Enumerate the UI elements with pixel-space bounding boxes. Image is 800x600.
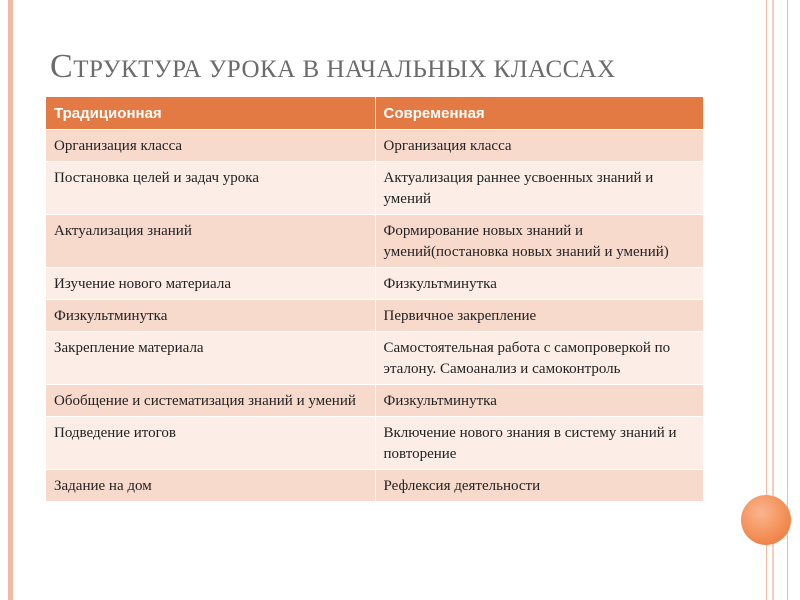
cell-traditional: Задание на дом xyxy=(46,470,375,502)
cell-modern: Первичное закрепление xyxy=(375,300,703,332)
cell-modern: Физкультминутка xyxy=(375,268,703,300)
lesson-structure-table xyxy=(46,97,704,501)
table-row xyxy=(46,215,703,268)
table-row xyxy=(46,300,703,332)
table-header-row xyxy=(46,97,703,130)
cell-traditional: Закрепление материала xyxy=(46,332,375,385)
table-row xyxy=(46,385,703,417)
header-modern: Современная xyxy=(375,97,703,130)
table-row xyxy=(46,332,703,385)
decorative-orange-circle xyxy=(741,495,791,545)
cell-traditional: Обобщение и систематизация знаний и умений xyxy=(46,385,375,417)
cell-modern: Включение нового знания в систему знаний и повторение xyxy=(375,417,703,470)
title-rest: ТРУКТУРА УРОКА В НАЧАЛЬНЫХ КЛАССАХ xyxy=(73,56,616,83)
cell-traditional: Организация класса xyxy=(46,130,375,162)
cell-modern: Актуализация раннее усвоенных знаний и умений xyxy=(375,162,703,215)
slide-frame-left xyxy=(8,0,13,600)
header-traditional: Традиционная xyxy=(46,97,375,130)
table-row xyxy=(46,470,703,502)
cell-traditional: Изучение нового материала xyxy=(46,268,375,300)
cell-modern: Физкультминутка xyxy=(375,385,703,417)
slide-title xyxy=(50,48,616,86)
cell-modern: Самостоятельная работа с самопроверкой по эталону. Самоанализ и самоконтроль xyxy=(375,332,703,385)
cell-modern: Формирование новых знаний и умений(постановка новых знаний и умений) xyxy=(375,215,703,268)
table-row xyxy=(46,130,703,162)
cell-traditional: Подведение итогов xyxy=(46,417,375,470)
table-row xyxy=(46,162,703,215)
table-row xyxy=(46,417,703,470)
cell-traditional: Постановка целей и задач урока xyxy=(46,162,375,215)
cell-traditional: Физкультминутка xyxy=(46,300,375,332)
cell-modern: Организация класса xyxy=(375,130,703,162)
title-first-letter: С xyxy=(50,48,74,85)
table-row xyxy=(46,268,703,300)
cell-traditional: Актуализация знаний xyxy=(46,215,375,268)
cell-modern: Рефлексия деятельности xyxy=(375,470,703,502)
